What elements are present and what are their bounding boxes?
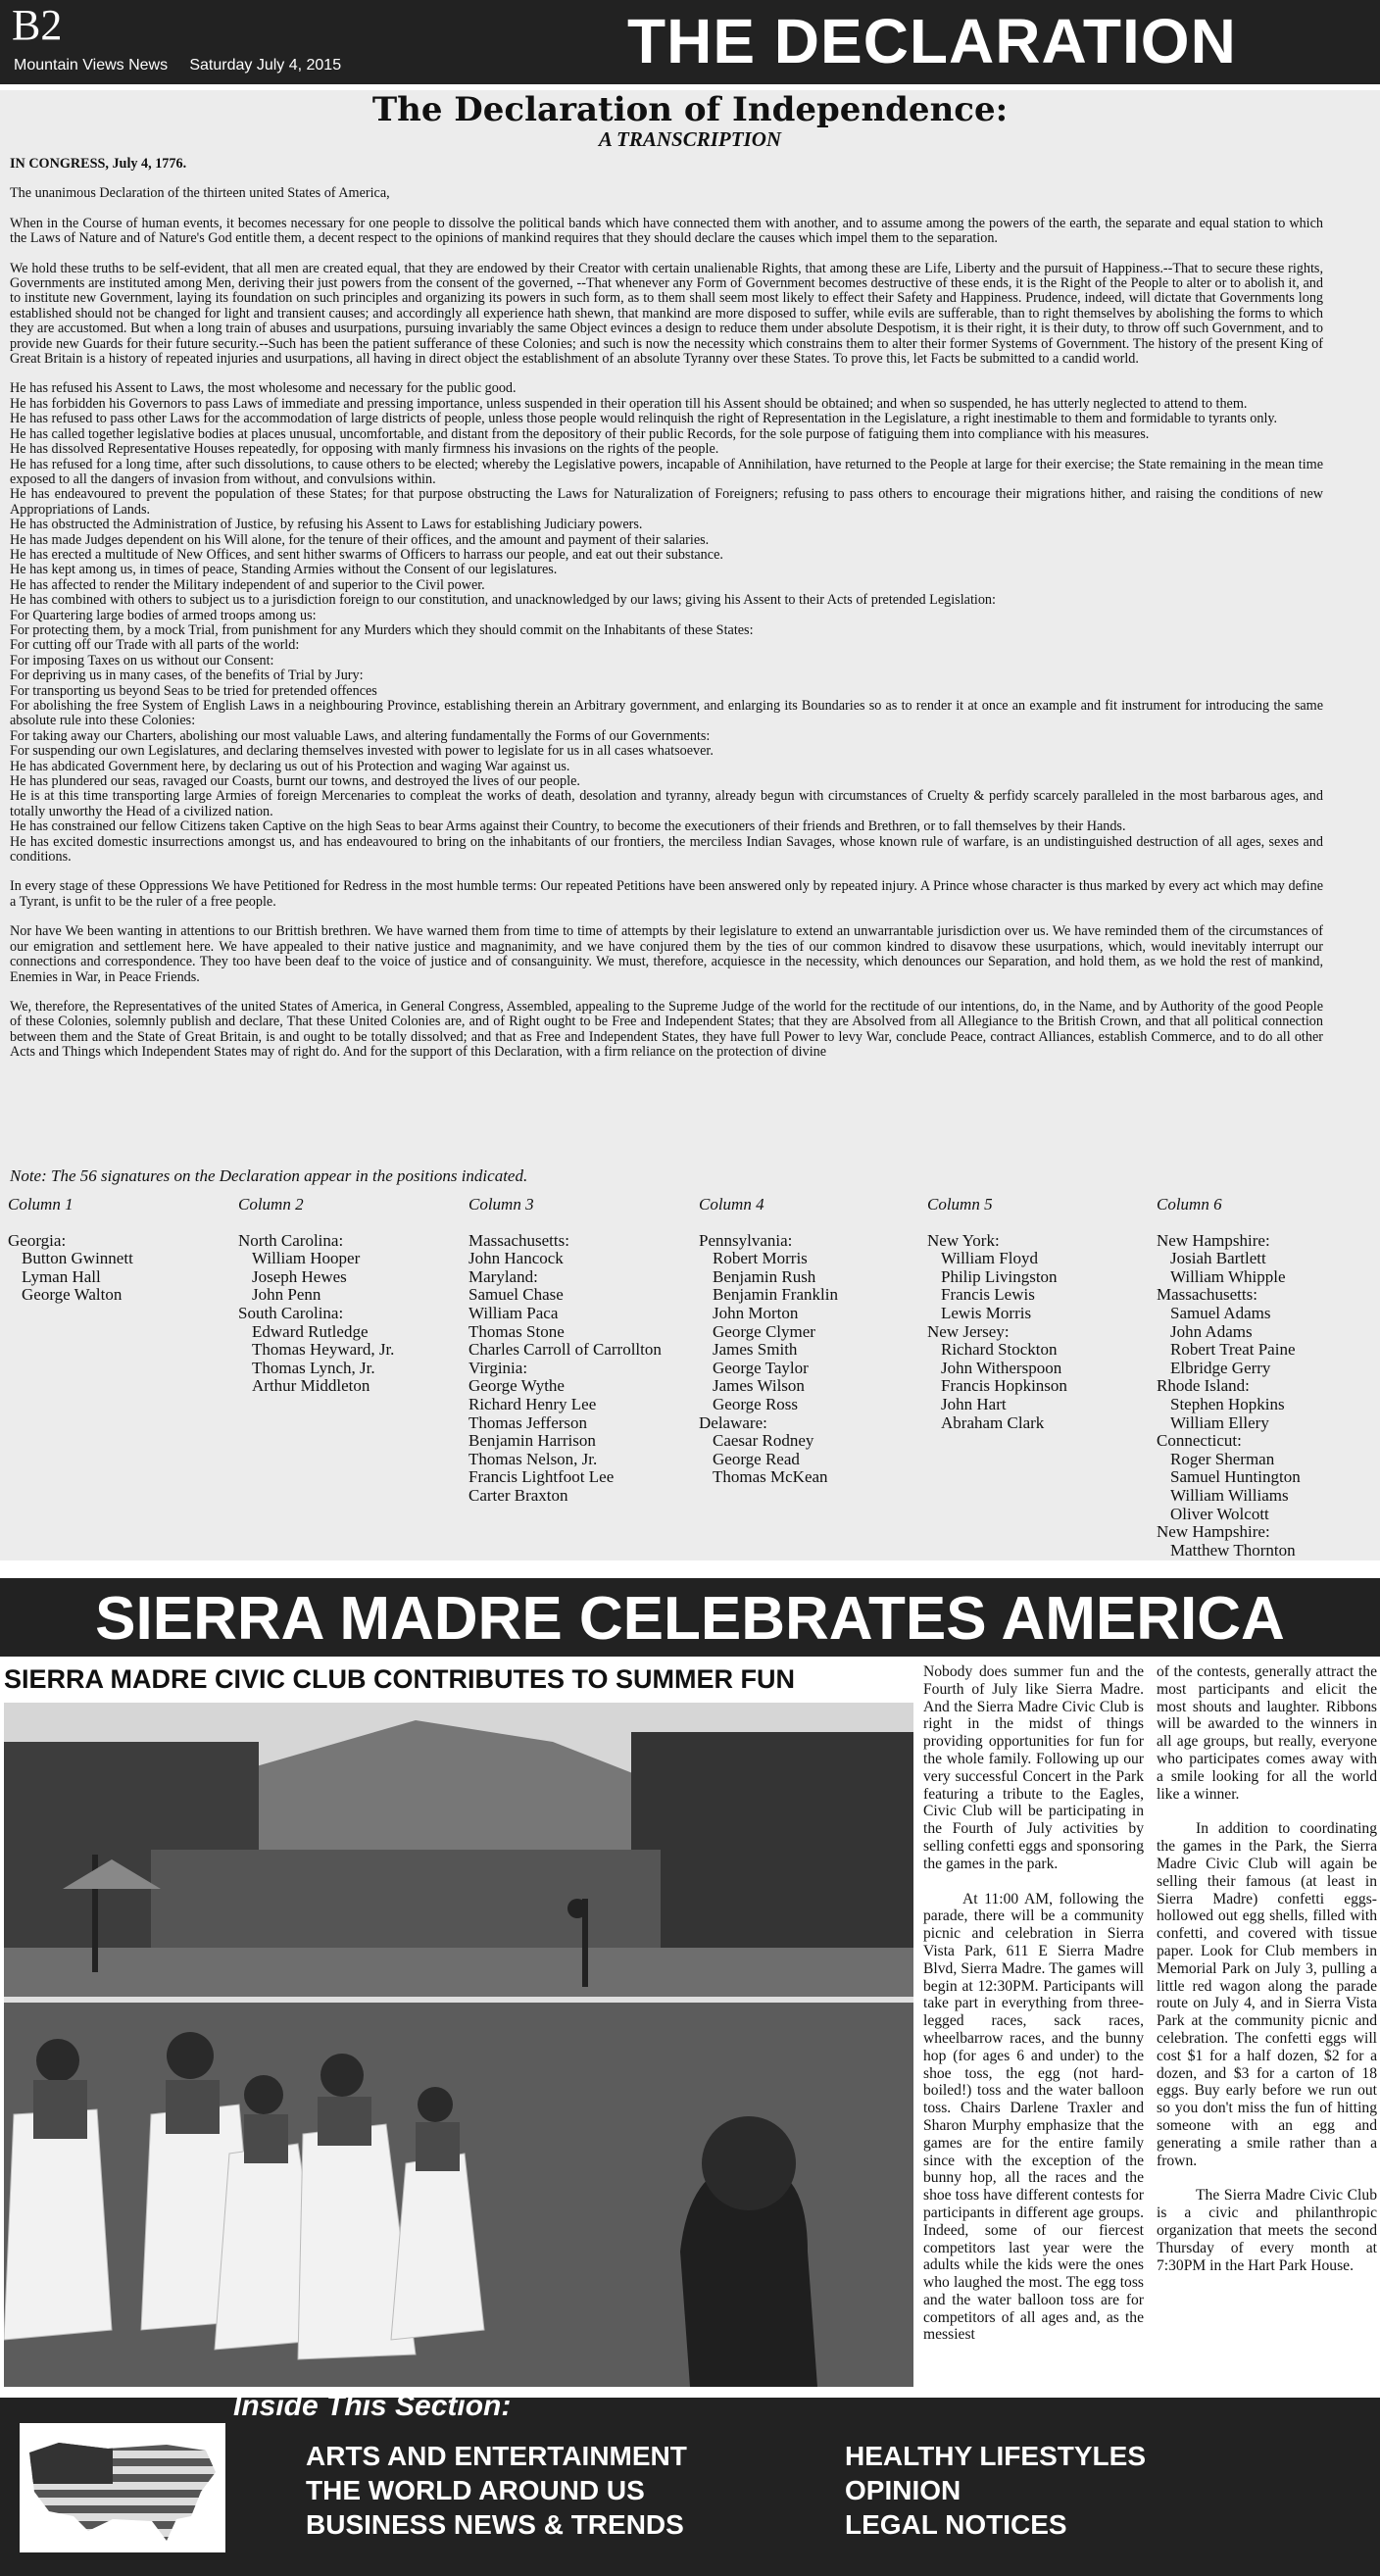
signer-name: William Floyd xyxy=(941,1249,1038,1268)
grievance-line: He has endeavoured to prevent the population of these States; for that purpose obstructing the Laws for Naturalization of Foreigners; refusing to pass others to encourage their migrations hither, and raising the conditions of new Appropriations of Lands. xyxy=(10,486,1323,518)
signature-state: Thomas Jefferson xyxy=(468,1412,588,1432)
declaration-subtitle: A TRANSCRIPTION xyxy=(598,127,782,151)
signer-name: Samuel Adams xyxy=(1170,1303,1271,1322)
signature-state: Virginia: xyxy=(468,1358,528,1377)
grievance-line: He has refused to pass other Laws for the accommodation of large districts of people, unless those people would relinquish the right of Representation in the Legislature, a right inestimable to them and formidable to tyrants only. xyxy=(10,411,1278,427)
signer-name: George Taylor xyxy=(713,1358,809,1377)
section-link[interactable]: OPINION xyxy=(845,2475,961,2505)
grievance-line: He has forbidden his Governors to pass Laws of immediate and pressing importance, unless suspended in their operation till his Assent should be obtained; and when so suspended, he has utterly neglected to attend to them. xyxy=(10,395,1248,412)
signature-state: George Wythe xyxy=(468,1376,565,1396)
signer-name: Benjamin Franklin xyxy=(713,1285,838,1305)
signature-state: John Hancock xyxy=(468,1249,564,1268)
grievance-line: He has refused for a long time, after such dissolutions, to cause others to be elected; whereby the Legislative powers, incapable of Annihilation, have returned to the People at large for their exercise; the State remaining in the mean time exposed to all the dangers of invasion from without, and convulsions within. xyxy=(10,456,1323,487)
signer-name: Robert Morris xyxy=(713,1249,808,1268)
signer-name: Matthew Thornton xyxy=(1170,1540,1296,1560)
signer-name: Francis Lewis xyxy=(941,1285,1035,1305)
signature-state: South Carolina: xyxy=(238,1303,344,1322)
declaration-paragraph: When in the Course of human events, it becomes necessary for one people to dissolve the political bands which have connected them with another, and to assume among the powers of the earth, the separate and equal station to which the Laws of Nature and of Nature's God entitle them, a decent respect to the opinions of mankind requires that they should declare the causes which impel them to the separation. xyxy=(10,215,1323,247)
signature-column-head: Column 1 xyxy=(8,1195,74,1214)
signature-state: Charles Carroll of Carrollton xyxy=(468,1340,662,1360)
signature-column xyxy=(927,1196,1153,1432)
signer-name: Joseph Hewes xyxy=(252,1266,347,1286)
signature-state: William Paca xyxy=(468,1303,559,1322)
article-paragraph: The Sierra Madre Civic Club is a civic and philanthropic organization that meets the second Thursday of every month at 7:30PM in the Hart Park House. xyxy=(1157,2187,1377,2274)
signer-name: John Adams xyxy=(1170,1321,1253,1341)
sack-race-photo xyxy=(4,1703,913,2387)
signature-state: Thomas Stone xyxy=(468,1321,565,1341)
section-link[interactable]: HEALTHY LIFESTYLES xyxy=(845,2441,1146,2471)
signature-state: Connecticut: xyxy=(1157,1431,1242,1451)
page-header xyxy=(0,0,1380,84)
signer-name: Thomas Heyward, Jr. xyxy=(252,1340,395,1360)
signature-state: Pennsylvania: xyxy=(699,1230,793,1250)
grievance-line: For protecting them, by a mock Trial, from punishment for any Murders which they should commit on the Inhabitants of these States: xyxy=(10,621,754,638)
grievance-line: He has constrained our fellow Citizens taken Captive on the high Seas to bear Arms against their Country, to become the executioners of their friends and Brethren, or to fall themselves by their Hands. xyxy=(10,818,1126,835)
grievance-line: For suspending our own Legislatures, and declaring themselves invested with power to legislate for us in all cases whatsoever. xyxy=(10,743,714,760)
signature-state: Carter Braxton xyxy=(468,1485,568,1505)
signer-name: William Hooper xyxy=(252,1249,361,1268)
signer-name: Josiah Bartlett xyxy=(1170,1249,1266,1268)
grievance-line: For abolishing the free System of English Laws in a neighbouring Province, establishing therein an Arbitrary government, and enlarging its Boundaries so as to render it at once an example and fit instrument for introducing the same absolute rule into these Colonies: xyxy=(10,698,1323,729)
footer-list-left xyxy=(306,2439,687,2542)
signer-name: George Clymer xyxy=(713,1321,815,1341)
declaration-paragraph: We, therefore, the Representatives of the united States of America, in General Congress, Assembled, appealing to the Supreme Judge of the world for the rectitude of our intentions, do, in the Name, and by Authority of the good People of these Colonies, solemnly publish and declare, That these United Colonies are, and of Right ought to be Free and Independent States; that they are Absolved from all Allegiance to the British Crown, and that all political connection between them and the State of Great Britain, is and ought to be totally dissolved; and that as Free and Independent States, they have full Power to levy War, conclude Peace, contract Alliances, establish Commerce, and to do all other Acts and Things which Independent States may of right do. And for the support of this Declaration, with a firm reliance on the protection of divine xyxy=(10,998,1323,1061)
grievance-line: He has affected to render the Military independent of and superior to the Civil power. xyxy=(10,576,485,593)
grievance-line: For taking away our Charters, abolishing our most valuable Laws, and altering fundamentally the Forms of our Governments: xyxy=(10,727,711,744)
signature-state: Delaware: xyxy=(699,1412,767,1432)
signer-name: Lewis Morris xyxy=(941,1303,1032,1322)
article-column-1 xyxy=(923,1663,1144,2361)
signer-name: Edward Rutledge xyxy=(252,1321,369,1341)
grievance-list xyxy=(10,381,1323,865)
signer-name: Richard Stockton xyxy=(941,1340,1058,1360)
grievance-line: He has called together legislative bodies at places unusual, uncomfortable, and distant from the depository of their public Records, for the sole purpose of fatiguing them into compliance with his measures. xyxy=(10,425,1150,442)
section-link[interactable]: BUSINESS NEWS & TRENDS xyxy=(306,2509,684,2540)
signer-name: William Ellery xyxy=(1170,1412,1269,1432)
section-link[interactable]: ARTS AND ENTERTAINMENT xyxy=(306,2441,687,2471)
grievance-line: He has made Judges dependent on his Will alone, for the tenure of their offices, and the amount and payment of their salaries. xyxy=(10,531,710,548)
section-link[interactable]: LEGAL NOTICES xyxy=(845,2509,1067,2540)
signer-name: Elbridge Gerry xyxy=(1170,1358,1271,1377)
signer-name: Philip Livingston xyxy=(941,1266,1058,1286)
signature-column-head: Column 4 xyxy=(699,1195,764,1214)
signer-name: Caesar Rodney xyxy=(713,1431,814,1451)
signer-name: Samuel Huntington xyxy=(1170,1467,1301,1487)
grievance-line: For transporting us beyond Seas to be tried for pretended offences xyxy=(10,682,377,699)
signer-name: Button Gwinnett xyxy=(22,1249,133,1268)
grievance-line: He has plundered our seas, ravaged our Coasts, burnt our towns, and destroyed the lives of our people. xyxy=(10,773,580,790)
signature-state: New York: xyxy=(927,1230,1000,1250)
congress-line: IN CONGRESS, July 4, 1776. xyxy=(10,156,187,172)
grievance-line: He has obstructed the Administration of Justice, by refusing his Assent to Laws for establishing Judiciary powers. xyxy=(10,517,643,533)
grievance-line: He has combined with others to subject us to a jurisdiction foreign to our constitution, and unacknowledged by our laws; giving his Assent to their Acts of pretended Legislation: xyxy=(10,592,996,609)
signer-name: Thomas McKean xyxy=(713,1467,828,1487)
header-meta: Mountain Views News Saturday July 4, 2015 xyxy=(14,57,342,74)
signer-name: Benjamin Rush xyxy=(713,1266,816,1286)
signature-column-head: Column 5 xyxy=(927,1195,993,1214)
signer-name: William Williams xyxy=(1170,1485,1289,1505)
signer-name: John Hart xyxy=(941,1394,1007,1413)
declaration-paragraph: In every stage of these Oppressions We have Petitioned for Redress in the most humble terms: Our repeated Petitions have been answered only by repeated injury. A Prince whose character is thus marked by every act which may define a Tyrant, is unfit to be the ruler of a free people. xyxy=(10,878,1323,910)
signature-column xyxy=(238,1196,464,1396)
signer-name: William Whipple xyxy=(1170,1266,1286,1286)
grievance-line: He has dissolved Representative Houses repeatedly, for opposing with manly firmness his invasions on the rights of the people. xyxy=(10,441,719,458)
article-paragraph: Nobody does summer fun and the Fourth of July like Sierra Madre. And the Sierra Madre Civic Club is right in the midst of things providing opportunities for fun for the whole family. Following up our very successful Concert in the Park featuring a tribute to the Eagles, Civic Club will be participating in the Fourth of July activities by selling confetti eggs and sponsoring the games in the park. xyxy=(923,1663,1144,1872)
signature-column xyxy=(699,1196,924,1487)
signer-name: James Wilson xyxy=(713,1376,805,1396)
signature-state: Rhode Island: xyxy=(1157,1376,1250,1396)
signer-name: James Smith xyxy=(713,1340,798,1360)
signer-name: Robert Treat Paine xyxy=(1170,1340,1296,1360)
declaration-paragraph: Nor have We been wanting in attentions to our Brittish brethren. We have warned them from time to time of attempts by their legislature to extend an unwarrantable jurisdiction over us. We have reminded them of the circumstances of our emigration and settlement here. We have appealed to their native justice and magnanimity, and we have conjured them by the ties of our common kindred to disavow these usurpations, which, would inevitably interrupt our connections and correspondence. They too have been deaf to the voice of justice and of consanguinity. We must, therefore, acquiesce in the necessity, which denounces our Separation, and hold them, as we hold the rest of mankind, Enemies in War, in Peace Friends. xyxy=(10,923,1323,985)
signature-column xyxy=(8,1196,233,1305)
article-paragraph: At 11:00 AM, following the parade, there will be a community picnic and celebration in Sierra Vista Park, 611 E Sierra Madre Blvd, Sierra Madre. The games will begin at 12:30PM. Participants will take part in everything from three-legged races, sack races, wheelbarrow races, and the bunny hop (for ages 6 and under) to the shoe toss, the egg (not hard-boiled!) toss and the water balloon toss. Chairs Darlene Traxler and Sharon Murphy emphasize that the games are for the entire family since with the exception of the bunny hop, all the races and the shoe toss have different contests for participants in different age groups. Indeed, some of our fiercest competitors last year were the adults while the kids were the ones who laughed the most. The egg toss and the water balloon toss are for competitors of all ages and, as the messiest xyxy=(923,1890,1144,2344)
grievance-line: For cutting off our Trade with all parts of the world: xyxy=(10,637,300,654)
signer-name: George Read xyxy=(713,1449,800,1468)
signature-state: Francis Lightfoot Lee xyxy=(468,1467,615,1487)
signature-state: New Hampshire: xyxy=(1157,1522,1270,1542)
signer-name: Lyman Hall xyxy=(22,1266,101,1286)
signer-name: Abraham Clark xyxy=(941,1412,1045,1432)
signature-state: Richard Henry Lee xyxy=(468,1394,597,1413)
signature-column-head: Column 3 xyxy=(468,1195,534,1214)
signer-name: John Witherspoon xyxy=(941,1358,1062,1377)
declaration-paragraph: The unanimous Declaration of the thirteen united States of America, xyxy=(10,185,390,202)
section-link[interactable]: THE WORLD AROUND US xyxy=(306,2475,645,2505)
grievance-line: For Quartering large bodies of armed troops among us: xyxy=(10,607,317,623)
signature-state: New Hampshire: xyxy=(1157,1230,1270,1250)
grievance-line: He has kept among us, in times of peace, Standing Armies without the Consent of our legislatures. xyxy=(10,562,558,578)
grievance-line: He has refused his Assent to Laws, the most wholesome and necessary for the public good. xyxy=(10,380,517,397)
grievance-line: For depriving us in many cases, of the benefits of Trial by Jury: xyxy=(10,668,364,684)
signer-name: George Walton xyxy=(22,1285,123,1305)
signer-name: Francis Hopkinson xyxy=(941,1376,1067,1396)
signature-state: Georgia: xyxy=(8,1230,67,1250)
signature-state: Massachusetts: xyxy=(468,1230,569,1250)
signer-name: Thomas Lynch, Jr. xyxy=(252,1358,375,1377)
signer-name: Stephen Hopkins xyxy=(1170,1394,1285,1413)
grievance-line: For imposing Taxes on us without our Consent: xyxy=(10,652,274,669)
signature-column-head: Column 2 xyxy=(238,1195,304,1214)
signature-note: Note: The 56 signatures on the Declaration appear in the positions indicated. xyxy=(10,1166,528,1185)
article-banner: SIERRA MADRE CELEBRATES AMERICA xyxy=(0,1578,1380,1657)
declaration-title: The Declaration of Independence: xyxy=(371,90,1009,129)
signer-name: John Morton xyxy=(713,1303,799,1322)
usa-flag-map-icon xyxy=(20,2423,225,2552)
grievance-line: He has excited domestic insurrections amongst us, and has endeavoured to bring on the inhabitants of our frontiers, the merciless Indian Savages, whose known rule of warfare, is an undistinguished destruction of all ages, sexes and conditions. xyxy=(10,833,1323,866)
signature-state: New Jersey: xyxy=(927,1321,1010,1341)
article-paragraph: In addition to coordinating the games in the Park, the Sierra Madre Civic Club will again be selling their famous (at least in Sierra Madre) confetti eggs- hollowed out egg shells, filled with confetti, and covered with tissue paper. Look for Club members in Memorial Park on July 3, pulling a little red wagon along the parade route on July 4, and in Sierra Vista Park at the community picnic and celebration. The confetti eggs will cost $1 for a half dozen, $2 for a dozen, and $3 for a carton of 18 eggs. Buy early before we run out so you don't miss the fun of hitting someone with an egg and generating a smile rather than a frown. xyxy=(1157,1820,1377,2169)
article-column-2 xyxy=(1157,1663,1377,2292)
signer-name: Oliver Wolcott xyxy=(1170,1504,1269,1523)
declaration-paragraph: We hold these truths to be self-evident, that all men are created equal, that they are endowed by their Creator with certain unalienable Rights, that among these are Life, Liberty and the pursuit of Happiness.--That to secure these rights, Governments are instituted among Men, deriving their just powers from the consent of the governed, --That whenever any Form of Government becomes destructive of these ends, it is the Right of the People to alter or to abolish it, and to institute new Government, laying its foundation on such principles and organizing its powers in such form, as to them shall seem most likely to effect their Safety and Happiness. Prudence, indeed, will dictate that Governments long established should not be changed for light and transient causes; and accordingly all experience hath shewn, that mankind are more disposed to suffer, while evils are sufferable, than to right themselves by abolishing the forms to which they are accustomed. But when a long train of abuses and usurpations, pursuing invariably the same Object evinces a design to reduce them under absolute Despotism, it is their right, it is their duty, to throw off such Government, and to provide new Guards for their future security.--Such has been the patient sufferance of these Colonies; and such is now the necessity which constrains them to alter their former Systems of Government. The history of the present King of Great Britain is a history of repeated injuries and usurpations, all having in direct object the establishment of an absolute Tyranny over these States. To prove this, let Facts be submitted to a candid world. xyxy=(10,260,1323,368)
signature-column xyxy=(1157,1196,1380,1560)
footer-list-right xyxy=(845,2439,1146,2542)
signer-name: George Ross xyxy=(713,1394,799,1413)
section-title: THE DECLARATION xyxy=(627,6,1237,76)
signature-state: Thomas Nelson, Jr. xyxy=(468,1449,598,1468)
signer-name: Arthur Middleton xyxy=(252,1376,370,1396)
article-paragraph: of the contests, generally attract the most participants and elicit the most shouts and laughter. Ribbons will be awarded to the winners in all age groups, but really, everyone who participates comes away with a smile looking for all the world like a winner. xyxy=(1157,1663,1377,1803)
signature-state: North Carolina: xyxy=(238,1230,344,1250)
grievance-line: He has abdicated Government here, by declaring us out of his Protection and waging War against us. xyxy=(10,758,570,774)
signature-state: Massachusetts: xyxy=(1157,1285,1257,1305)
signature-state: Benjamin Harrison xyxy=(468,1431,596,1451)
signature-state: Samuel Chase xyxy=(468,1285,564,1305)
article-subhead: SIERRA MADRE CIVIC CLUB CONTRIBUTES TO SUMMER FUN xyxy=(4,1664,796,1694)
signature-column xyxy=(468,1196,694,1506)
signature-column-head: Column 6 xyxy=(1157,1195,1222,1214)
declaration-text xyxy=(10,157,1323,1075)
signer-name: Roger Sherman xyxy=(1170,1449,1275,1468)
grievance-line: He has erected a multitude of New Offices, and sent hither swarms of Officers to harrass our people, and eat out their substance. xyxy=(10,546,723,563)
page-number: B2 xyxy=(12,1,63,49)
grievance-line: He is at this time transporting large Armies of foreign Mercenaries to compleat the works of death, desolation and tyranny, already begun with circumstances of Cruelty & perfidy scarcely paralleled in the most barbarous ages, and totally unworthy the Head of a civilized nation. xyxy=(10,788,1323,819)
inside-section-label: Inside This Section: xyxy=(233,2390,512,2422)
signature-state: Maryland: xyxy=(468,1266,538,1286)
signer-name: John Penn xyxy=(252,1285,321,1305)
